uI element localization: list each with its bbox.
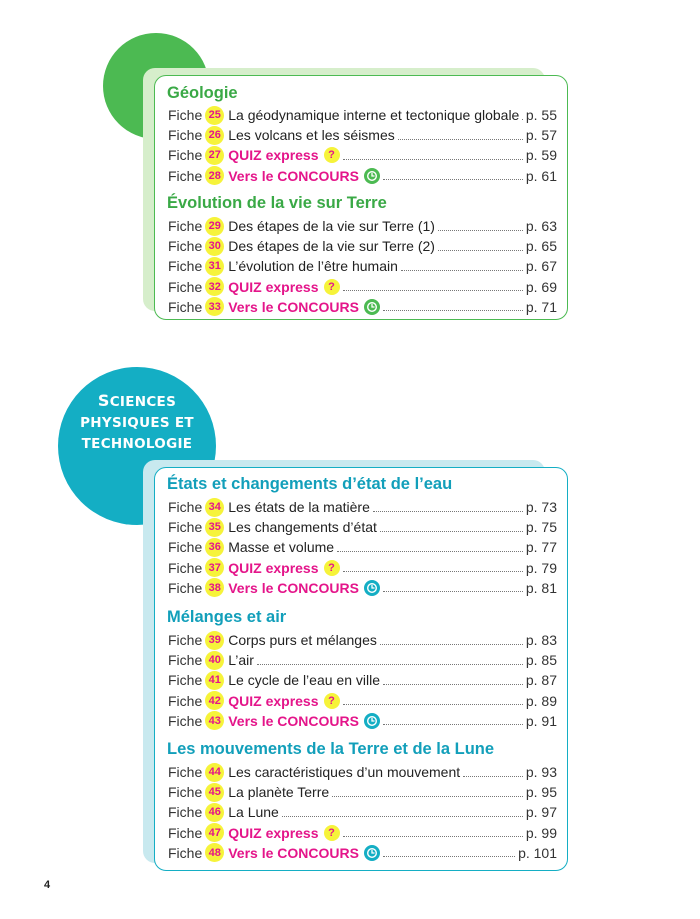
toc-entry — [168, 558, 557, 578]
fiche-label: Fiche — [168, 712, 203, 729]
page-ref: p. 71 — [525, 298, 557, 315]
fiche-title: Les changements d’état — [228, 519, 377, 536]
fiche-label: Fiche — [168, 692, 203, 709]
dot-leader — [343, 571, 523, 572]
toc-entry — [168, 537, 557, 557]
toc-entry — [168, 517, 557, 537]
fiche-number-badge: 27 — [205, 146, 224, 165]
fiche-number-badge: 45 — [205, 783, 224, 802]
toc-entry — [168, 762, 557, 782]
fiche-label: Fiche — [168, 147, 203, 164]
fiche-number-badge: 44 — [205, 763, 224, 782]
question-mark-icon: ? — [324, 279, 340, 295]
fiche-label: Fiche — [168, 278, 203, 295]
section-title-mouvements: Les mouvements de la Terre et de la Lune — [167, 740, 495, 758]
fiche-label: Fiche — [168, 784, 203, 801]
page-ref: p. 59 — [525, 147, 557, 164]
fiche-label: Fiche — [168, 764, 203, 780]
fiche-label: Fiche — [168, 499, 203, 515]
fiche-number-badge: 35 — [205, 518, 224, 537]
dot-leader — [373, 511, 523, 512]
fiche-label: Fiche — [168, 632, 203, 648]
fiche-number-badge: 37 — [205, 558, 224, 577]
fiche-title: L’évolution de l’être humain — [228, 258, 398, 275]
fiche-number-badge: 40 — [205, 651, 224, 670]
fiche-title: Vers le CONCOURS — [228, 712, 359, 729]
dot-leader — [380, 531, 523, 532]
section-title-geologie: Géologie — [167, 84, 238, 102]
dot-leader — [383, 591, 523, 592]
toc-entry — [168, 277, 557, 297]
fiche-title: Vers le CONCOURS — [228, 844, 359, 861]
fiche-label: Fiche — [168, 167, 203, 184]
dot-leader — [380, 644, 523, 645]
sciences-label — [58, 390, 216, 455]
fiche-label: Fiche — [168, 844, 203, 861]
fiche-title: La Lune — [228, 804, 279, 821]
fiche-label: Fiche — [168, 539, 203, 556]
toc-entry — [168, 802, 557, 822]
toc-entry — [168, 105, 557, 125]
fiche-label: Fiche — [168, 804, 203, 821]
dot-leader — [383, 179, 523, 180]
toc-entry — [168, 216, 557, 236]
sciences-label-line3: TECHNOLOGIE — [81, 436, 193, 452]
fiche-number-badge: 41 — [205, 671, 224, 690]
page-ref: p. 95 — [525, 784, 557, 801]
fiche-title: Des étapes de la vie sur Terre (1) — [228, 218, 435, 234]
fiche-label: Fiche — [168, 824, 203, 841]
dot-leader — [343, 836, 523, 837]
fiche-title: Le cycle de l’eau en ville — [228, 672, 380, 689]
section-title-melanges: Mélanges et air — [167, 608, 287, 626]
section-title-evolution: Évolution de la vie sur Terre — [167, 194, 387, 212]
page-ref: p. 93 — [525, 764, 557, 780]
dot-leader — [401, 270, 523, 271]
page-ref: p. 101 — [518, 844, 557, 861]
page-ref: p. 89 — [525, 692, 557, 709]
toc-entry — [168, 497, 557, 517]
fiche-label: Fiche — [168, 107, 203, 123]
fiche-number-badge: 43 — [205, 711, 224, 730]
question-mark-icon: ? — [324, 147, 340, 163]
fiche-number-badge: 33 — [205, 297, 224, 316]
toc-entry — [168, 578, 557, 598]
dot-leader — [383, 310, 523, 311]
page-ref: p. 87 — [525, 672, 557, 689]
toc-entry — [168, 125, 557, 145]
dot-leader — [343, 290, 523, 291]
fiche-title: QUIZ express — [228, 692, 319, 709]
page-ref: p. 67 — [525, 258, 557, 275]
fiche-title: Les caractéristiques d’un mouvement — [228, 764, 461, 780]
fiche-title: QUIZ express — [228, 147, 319, 164]
fiche-number-badge: 38 — [205, 578, 224, 597]
toc-entry — [168, 823, 557, 843]
sciences-label-line1: CIENCES — [109, 394, 177, 410]
fiche-title: QUIZ express — [228, 559, 319, 576]
fiche-number-badge: 47 — [205, 823, 224, 842]
page-ref: p. 79 — [525, 559, 557, 576]
dot-leader — [522, 119, 523, 120]
toc-entry — [168, 711, 557, 731]
toc-entry — [168, 782, 557, 802]
clock-icon — [364, 299, 380, 315]
fiche-number-badge: 42 — [205, 691, 224, 710]
page-ref: p. 55 — [525, 107, 557, 123]
dot-leader — [332, 796, 523, 797]
section-title-etats: États et changements d’état de l’eau — [167, 475, 453, 493]
page-ref: p. 81 — [525, 579, 557, 596]
fiche-label: Fiche — [168, 579, 203, 596]
page-ref: p. 65 — [525, 238, 557, 255]
fiche-number-badge: 39 — [205, 631, 224, 650]
dot-leader — [343, 159, 523, 160]
fiche-title: Les volcans et les séismes — [228, 127, 395, 144]
toc-entry — [168, 843, 557, 863]
fiche-title: Vers le CONCOURS — [228, 167, 359, 184]
toc-entry — [168, 630, 557, 650]
page-ref: p. 77 — [525, 539, 557, 556]
dot-leader — [257, 664, 523, 665]
toc-entry — [168, 650, 557, 670]
page-number: 4 — [44, 879, 51, 891]
toc-entry — [168, 166, 557, 186]
clock-icon — [364, 580, 380, 596]
page-ref: p. 73 — [525, 499, 557, 515]
toc-entry — [168, 145, 557, 165]
toc-entry — [168, 297, 557, 317]
fiche-label: Fiche — [168, 559, 203, 576]
clock-icon — [364, 168, 380, 184]
fiche-number-badge: 30 — [205, 237, 224, 256]
page-ref: p. 61 — [525, 167, 557, 184]
fiche-label: Fiche — [168, 238, 203, 255]
fiche-number-badge: 28 — [205, 166, 224, 185]
dot-leader — [438, 230, 523, 231]
fiche-title: La planète Terre — [228, 784, 330, 801]
fiche-title: QUIZ express — [228, 824, 319, 841]
page-ref: p. 63 — [525, 218, 557, 234]
fiche-title: Les états de la matière — [228, 499, 370, 515]
page-ref: p. 91 — [525, 712, 557, 729]
fiche-title: L’air — [228, 652, 254, 669]
question-mark-icon: ? — [324, 825, 340, 841]
sciences-label-line2: PHYSIQUES ET — [80, 415, 194, 431]
dot-leader — [383, 856, 515, 857]
fiche-title: Vers le CONCOURS — [228, 579, 359, 596]
fiche-number-badge: 29 — [205, 217, 224, 236]
toc-entry — [168, 236, 557, 256]
fiche-number-badge: 31 — [205, 257, 224, 276]
toc-entry — [168, 256, 557, 276]
dot-leader — [398, 139, 523, 140]
clock-icon — [364, 845, 380, 861]
fiche-title: QUIZ express — [228, 278, 319, 295]
page-ref: p. 57 — [525, 127, 557, 144]
fiche-title: Corps purs et mélanges — [228, 632, 377, 648]
fiche-label: Fiche — [168, 127, 203, 144]
fiche-label: Fiche — [168, 258, 203, 275]
fiche-title: La géodynamique interne et tectonique globale — [228, 107, 520, 123]
fiche-label: Fiche — [168, 652, 203, 669]
page-ref: p. 69 — [525, 278, 557, 295]
page-ref: p. 85 — [525, 652, 557, 669]
fiche-number-badge: 46 — [205, 803, 224, 822]
page-ref: p. 99 — [525, 824, 557, 841]
question-mark-icon: ? — [324, 693, 340, 709]
fiche-title: Vers le CONCOURS — [228, 298, 359, 315]
dot-leader — [337, 551, 523, 552]
fiche-label: Fiche — [168, 672, 203, 689]
clock-icon — [364, 713, 380, 729]
dot-leader — [343, 704, 523, 705]
fiche-label: Fiche — [168, 298, 203, 315]
page-ref: p. 97 — [525, 804, 557, 821]
dot-leader — [383, 724, 523, 725]
fiche-label: Fiche — [168, 519, 203, 536]
fiche-number-badge: 32 — [205, 277, 224, 296]
fiche-title: Masse et volume — [228, 539, 335, 556]
question-mark-icon: ? — [324, 560, 340, 576]
toc-entry — [168, 691, 557, 711]
page-ref: p. 75 — [525, 519, 557, 536]
dot-leader — [463, 776, 523, 777]
fiche-number-badge: 34 — [205, 498, 224, 517]
page-ref: p. 83 — [525, 632, 557, 648]
fiche-title: Des étapes de la vie sur Terre (2) — [228, 238, 435, 255]
fiche-label: Fiche — [168, 218, 203, 234]
fiche-number-badge: 48 — [205, 843, 224, 862]
dot-leader — [383, 684, 523, 685]
toc-entry — [168, 670, 557, 690]
dot-leader — [282, 816, 523, 817]
fiche-number-badge: 36 — [205, 538, 224, 557]
fiche-number-badge: 26 — [205, 126, 224, 145]
sciences-label-initial: S — [97, 391, 110, 410]
fiche-number-badge: 25 — [205, 106, 224, 125]
dot-leader — [438, 250, 523, 251]
